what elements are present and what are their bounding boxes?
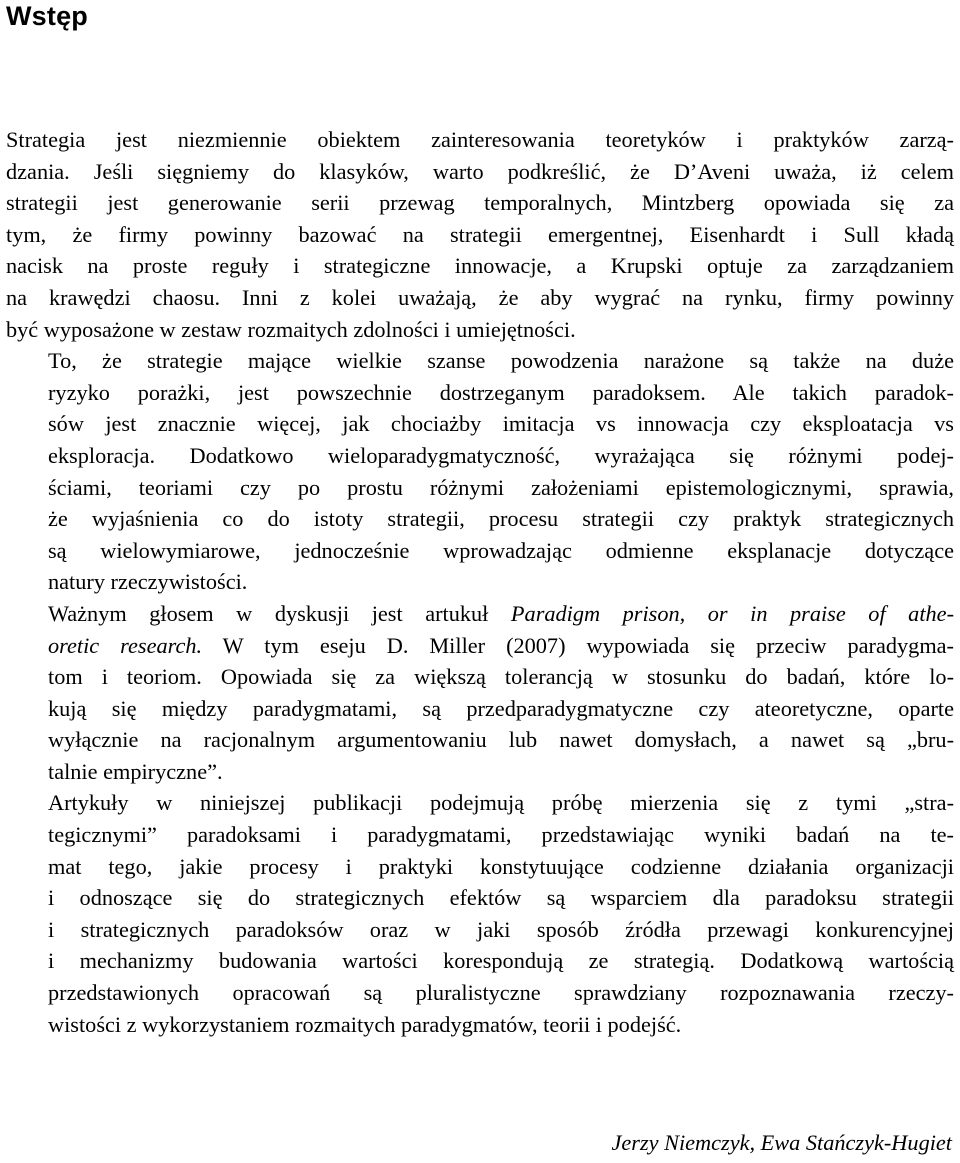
paragraph-4 bbox=[6, 787, 954, 1040]
text-line: Strategia jest niezmiennie obiektem zainteresowania teoretyków i praktyków zarzą- bbox=[6, 127, 954, 152]
text-line: natury rzeczywistości. bbox=[48, 569, 248, 595]
text-line: sów jest znacznie więcej, jak chociażby imitacja vs innowacja czy eksploatacja vs bbox=[48, 411, 954, 437]
text-line: wyłącznie na racjonalnym argumentowaniu lub nawet domysłach, a nawet są „bru- bbox=[48, 727, 954, 753]
text-line: i odnoszące się do strategicznych efektów są wsparciem dla paradoksu strategii bbox=[48, 885, 954, 911]
text-line: ściami, teoriami czy po prostu różnymi założeniami epistemologicznymi, sprawia, bbox=[48, 474, 954, 500]
text-line: i mechanizmy budowania wartości korespondują ze strategią. Dodatkową wartością bbox=[48, 948, 954, 974]
text-line: wistości z wykorzystaniem rozmaitych paradygmatów, teorii i podejść. bbox=[48, 1011, 682, 1037]
text-line: tom i teoriom. Opowiada się za większą tolerancją w stosunku do badań, które lo- bbox=[48, 664, 954, 690]
text-line: są wielowymiarowe, jednocześnie wprowadzając odmienne eksplanacje dotyczące bbox=[48, 537, 954, 563]
text-line: że wyjaśnienia co do istoty strategii, procesu strategii czy praktyk strategicznych bbox=[48, 506, 954, 532]
paragraph-3 bbox=[6, 598, 954, 788]
text-line bbox=[6, 630, 954, 662]
text-line: i strategicznych paradoksów oraz w jaki sposób źródła przewagi konkurencyjnej bbox=[48, 916, 954, 942]
text-line: Artykuły w niniejszej publikacji podejmują próbę mierzenia się z tymi „stra- bbox=[48, 790, 954, 816]
text-line: kują się między paradygmatami, są przedparadygmatyczne czy ateoretyczne, oparte bbox=[48, 695, 954, 721]
text-line: strategii jest generowanie serii przewag temporalnych, Mintzberg opowiada się za bbox=[6, 190, 954, 216]
author-signature: Jerzy Niemczyk, Ewa Stańczyk-Hugiet bbox=[611, 1130, 952, 1155]
paragraph-1 bbox=[6, 124, 954, 345]
article-title-italic: Paradigm prison, or in praise of athe- bbox=[510, 600, 954, 626]
text-line: być wyposażone w zestaw rozmaitych zdolności i umiejętności. bbox=[6, 316, 576, 342]
text-line: tegicznymi” paradoksami i paradygmatami, przedstawiając wyniki badań na te- bbox=[48, 822, 954, 848]
text-line: To, że strategie mające wielkie szanse powodzenia narażone są także na duże bbox=[48, 348, 954, 374]
text-line: mat tego, jakie procesy i praktyki konstytuujące codzienne działania organizacji bbox=[48, 853, 954, 879]
text-line bbox=[6, 598, 954, 630]
text-run: W tym eseju D. Miller (2007) wypowiada się przeciw paradygma- bbox=[202, 632, 954, 658]
text-line: ryzyko porażki, jest powszechnie dostrzeganym paradoksem. Ale takich paradok- bbox=[48, 379, 954, 405]
page-title: Wstęp bbox=[6, 1, 88, 31]
text-line: przedstawionych opracowań są pluralistyczne sprawdziany rozpoznawania rzeczy- bbox=[48, 980, 954, 1006]
text-run: Ważnym głosem w dyskusji jest artukuł bbox=[48, 600, 511, 626]
text-line: talnie empiryczne”. bbox=[48, 758, 223, 784]
text-line: tym, że firmy powinny bazować na strategii emergentnej, Eisenhardt i Sull kładą bbox=[6, 221, 954, 247]
text-line: dzania. Jeśli sięgniemy do klasyków, warto podkreślić, że D’Aveni uważa, iż celem bbox=[6, 158, 954, 184]
text-line: nacisk na proste reguły i strategiczne innowacje, a Krupski optuje za zarządzaniem bbox=[6, 253, 954, 279]
paragraph-2 bbox=[6, 345, 954, 598]
article-title-italic: oretic research. bbox=[48, 632, 203, 658]
body-text bbox=[6, 124, 954, 1040]
text-line: eksploracja. Dodatkowo wieloparadygmatyczność, wyrażająca się różnymi podej- bbox=[48, 442, 954, 468]
text-line: na krawędzi chaosu. Inni z kolei uważają, że aby wygrać na rynku, firmy powinny bbox=[6, 284, 954, 310]
